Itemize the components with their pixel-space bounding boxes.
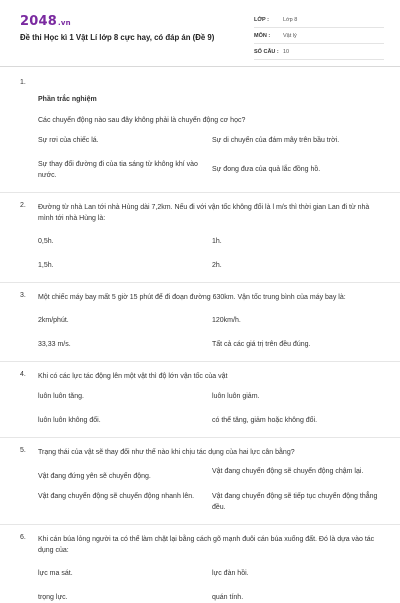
question-number: 6. bbox=[20, 534, 26, 541]
answer-option[interactable]: luôn luôn không đổi. bbox=[38, 417, 101, 424]
answer-option[interactable]: 120km/h. bbox=[212, 317, 241, 324]
question-4 bbox=[20, 371, 384, 426]
answer-options bbox=[38, 466, 384, 513]
answer-option[interactable]: Vật đang chuyển động sẽ chuyển động nhanh lên. bbox=[38, 493, 195, 500]
answer-options bbox=[38, 391, 384, 426]
page-title: Đề thi Học kì 1 Vật Lí lớp 8 cực hay, có đáp án (Đề 9) bbox=[20, 33, 215, 42]
divider bbox=[0, 524, 400, 525]
answer-option[interactable]: 2h. bbox=[212, 262, 222, 269]
answer-option[interactable]: lực ma sát. bbox=[38, 570, 73, 577]
answer-options bbox=[38, 568, 384, 603]
divider bbox=[0, 437, 400, 438]
answer-option[interactable]: Sự thay đổi đường đi của tia sáng từ không khí vào nước. bbox=[38, 161, 198, 179]
meta-key: SỐ CÂU : bbox=[254, 48, 279, 55]
divider bbox=[0, 192, 400, 193]
meta-key: LỚP : bbox=[254, 16, 269, 23]
meta-row-class bbox=[254, 12, 384, 28]
site-logo[interactable] bbox=[20, 14, 71, 29]
answer-option[interactable]: 2km/phút. bbox=[38, 317, 69, 324]
divider bbox=[0, 282, 400, 283]
question-number: 1. bbox=[20, 79, 26, 86]
answer-option[interactable]: luôn luôn tăng. bbox=[38, 393, 84, 400]
question-text: Khi cán búa lỏng người ta có thể làm chặt lại bằng cách gõ mạnh đuôi cán búa xuống đất. Đó là dựa vào tác dụng của: bbox=[38, 536, 375, 554]
logo-text: 2048 bbox=[20, 14, 57, 29]
question-list bbox=[0, 67, 400, 603]
answer-option[interactable]: 33,33 m/s. bbox=[38, 341, 71, 348]
page-header bbox=[0, 0, 400, 67]
logo-suffix: .vn bbox=[57, 19, 71, 27]
question-number: 2. bbox=[20, 202, 26, 209]
meta-value: Vật lý bbox=[283, 32, 297, 39]
exam-meta bbox=[254, 12, 384, 60]
answer-option[interactable]: Vật đang đứng yên sẽ chuyển động. bbox=[38, 473, 151, 480]
question-number: 5. bbox=[20, 447, 26, 454]
meta-value: Lớp 8 bbox=[283, 16, 298, 23]
answer-options bbox=[38, 315, 384, 350]
meta-key: MÔN : bbox=[254, 32, 271, 39]
answer-option[interactable]: 0,5h. bbox=[38, 238, 54, 245]
question-text: Các chuyển động nào sau đây không phải là chuyển động cơ học? bbox=[38, 117, 246, 124]
question-text: Trạng thái của vật sẽ thay đổi như thế nào khi chịu tác dụng của hai lực cân bằng? bbox=[38, 449, 295, 456]
meta-row-subject bbox=[254, 28, 384, 44]
section-title: Phần trắc nghiệm bbox=[38, 96, 97, 103]
answer-option[interactable]: 1,5h. bbox=[38, 262, 54, 269]
answer-option[interactable]: Sự di chuyển của đám mây trên bầu trời. bbox=[212, 137, 340, 144]
divider bbox=[0, 361, 400, 362]
question-text: Khi có các lực tác động lên một vật thì độ lớn vận tốc của vật bbox=[38, 373, 228, 380]
answer-option[interactable]: trọng lực. bbox=[38, 594, 68, 601]
answer-option[interactable]: Sự rơi của chiếc lá. bbox=[38, 137, 99, 144]
answer-option[interactable]: Vật đang chuyển động sẽ chuyển động chậm lại. bbox=[212, 468, 364, 475]
question-number: 3. bbox=[20, 292, 26, 299]
answer-option[interactable]: lực đàn hồi. bbox=[212, 570, 249, 577]
answer-option[interactable]: Tất cả các giá trị trên đều đúng. bbox=[212, 341, 311, 348]
answer-option[interactable]: Sự đong đưa của quả lắc đồng hồ. bbox=[212, 166, 321, 173]
meta-value: 10 bbox=[283, 48, 290, 55]
answer-option[interactable]: luôn luôn giảm. bbox=[212, 393, 260, 400]
answer-options bbox=[38, 236, 384, 271]
meta-row-count bbox=[254, 44, 384, 60]
question-number: 4. bbox=[20, 371, 26, 378]
question-2 bbox=[20, 202, 384, 271]
answer-option[interactable]: 1h. bbox=[212, 238, 222, 245]
question-text: Đường từ nhà Lan tới nhà Hùng dài 7,2km. Nếu đi với vận tốc không đổi là l m/s thì thời gian Lan đi từ nhà mình tới nhà Hùng là: bbox=[38, 204, 370, 222]
answer-option[interactable]: có thể tăng, giảm hoặc không đổi. bbox=[212, 417, 318, 424]
question-text: Một chiếc máy bay mất 5 giờ 15 phút để đi đoạn đường 630km. Vận tốc trung bình của máy bay là: bbox=[38, 294, 346, 301]
question-5 bbox=[20, 447, 384, 513]
question-6 bbox=[20, 534, 384, 603]
question-1 bbox=[20, 79, 384, 181]
answer-options bbox=[38, 135, 384, 181]
answer-option[interactable]: Vật đang chuyển động sẽ tiếp tục chuyển động thẳng đều. bbox=[212, 493, 378, 511]
question-3 bbox=[20, 292, 384, 350]
answer-option[interactable]: quán tính. bbox=[212, 594, 244, 601]
